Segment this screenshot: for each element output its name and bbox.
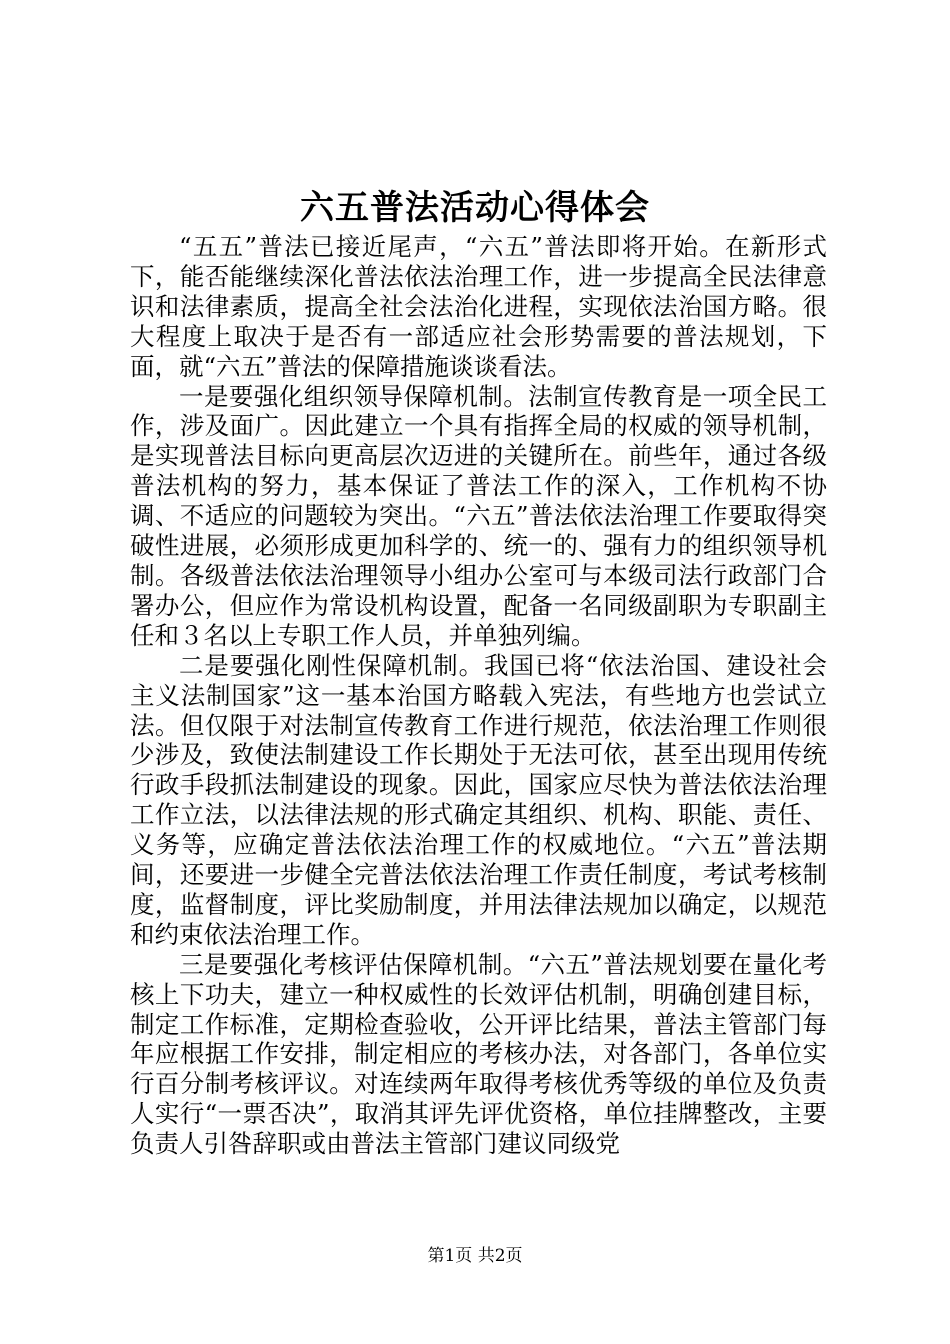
paragraph-assessment: 三是要强化考核评估保障机制。“六五”普法规划要在量化考核上下功夫，建立一种权威性的长效评估机制，明确创建目标，制定工作标准，定期检查验收，公开评比结果，普法主管部门每年应根据工作安排，制定相应的考核办法，对各部门，各单位实行百分制考核评议。对连续两年取得考核优秀等级的单位及负责人实行“一票否决”，取消其评先评优资格，单位挂牌整改，主要负责人引咎辞职或由普法主管部门建议同级党 [130,949,827,1159]
page-title: 六五普法活动心得体会 [300,188,650,228]
document-body [130,232,827,1159]
paragraph-organization: 一是要强化组织领导保障机制。法制宣传教育是一项全民工作，涉及面广。因此建立一个具有指挥全局的权威的领导机制，是实现普法目标向更高层次迈进的关键所在。前些年，通过各级普法机构的努力，基本保证了普法工作的深入，工作机构不协调、不适应的问题较为突出。“六五”普法依法治理工作要取得突破性进展，必须形成更加科学的、统一的、强有力的组织领导机制。各级普法依法治理领导小组办公室可与本级司法行政部门合署办公，但应作为常设机构设置，配备一名同级副职为专职副主任和３名以上专职工作人员，并单独列编。 [130,381,827,650]
paragraph-rigid-mechanism: 二是要强化刚性保障机制。我国已将“依法治国、建设社会主义法制国家”这一基本治国方略载入宪法，有些地方也尝试立法。但仅限于对法制宣传教育工作进行规范，依法治理工作则很少涉及，致使法制建设工作长期处于无法可依，甚至出现用传统行政手段抓法制建设的现象。因此，国家应尽快为普法依法治理工作立法，以法律法规的形式确定其组织、机构、职能、责任、义务等，应确定普法依法治理工作的权威地位。“六五”普法期间，还要进一步健全完普法依法治理工作责任制度，考试考核制度，监督制度，评比奖励制度，并用法律法规加以确定，以规范和约束依法治理工作。 [130,650,827,949]
page-number-footer: 第1页 共2页 [427,1246,523,1266]
paragraph-intro: “五五”普法已接近尾声，“六五”普法即将开始。在新形式下，能否能继续深化普法依法治理工作，进一步提高全民法律意识和法律素质，提高全社会法治化进程，实现依法治国方略。很大程度上取决于是否有一部适应社会形势需要的普法规划，下面，就“六五”普法的保障措施谈谈看法。 [130,232,827,381]
